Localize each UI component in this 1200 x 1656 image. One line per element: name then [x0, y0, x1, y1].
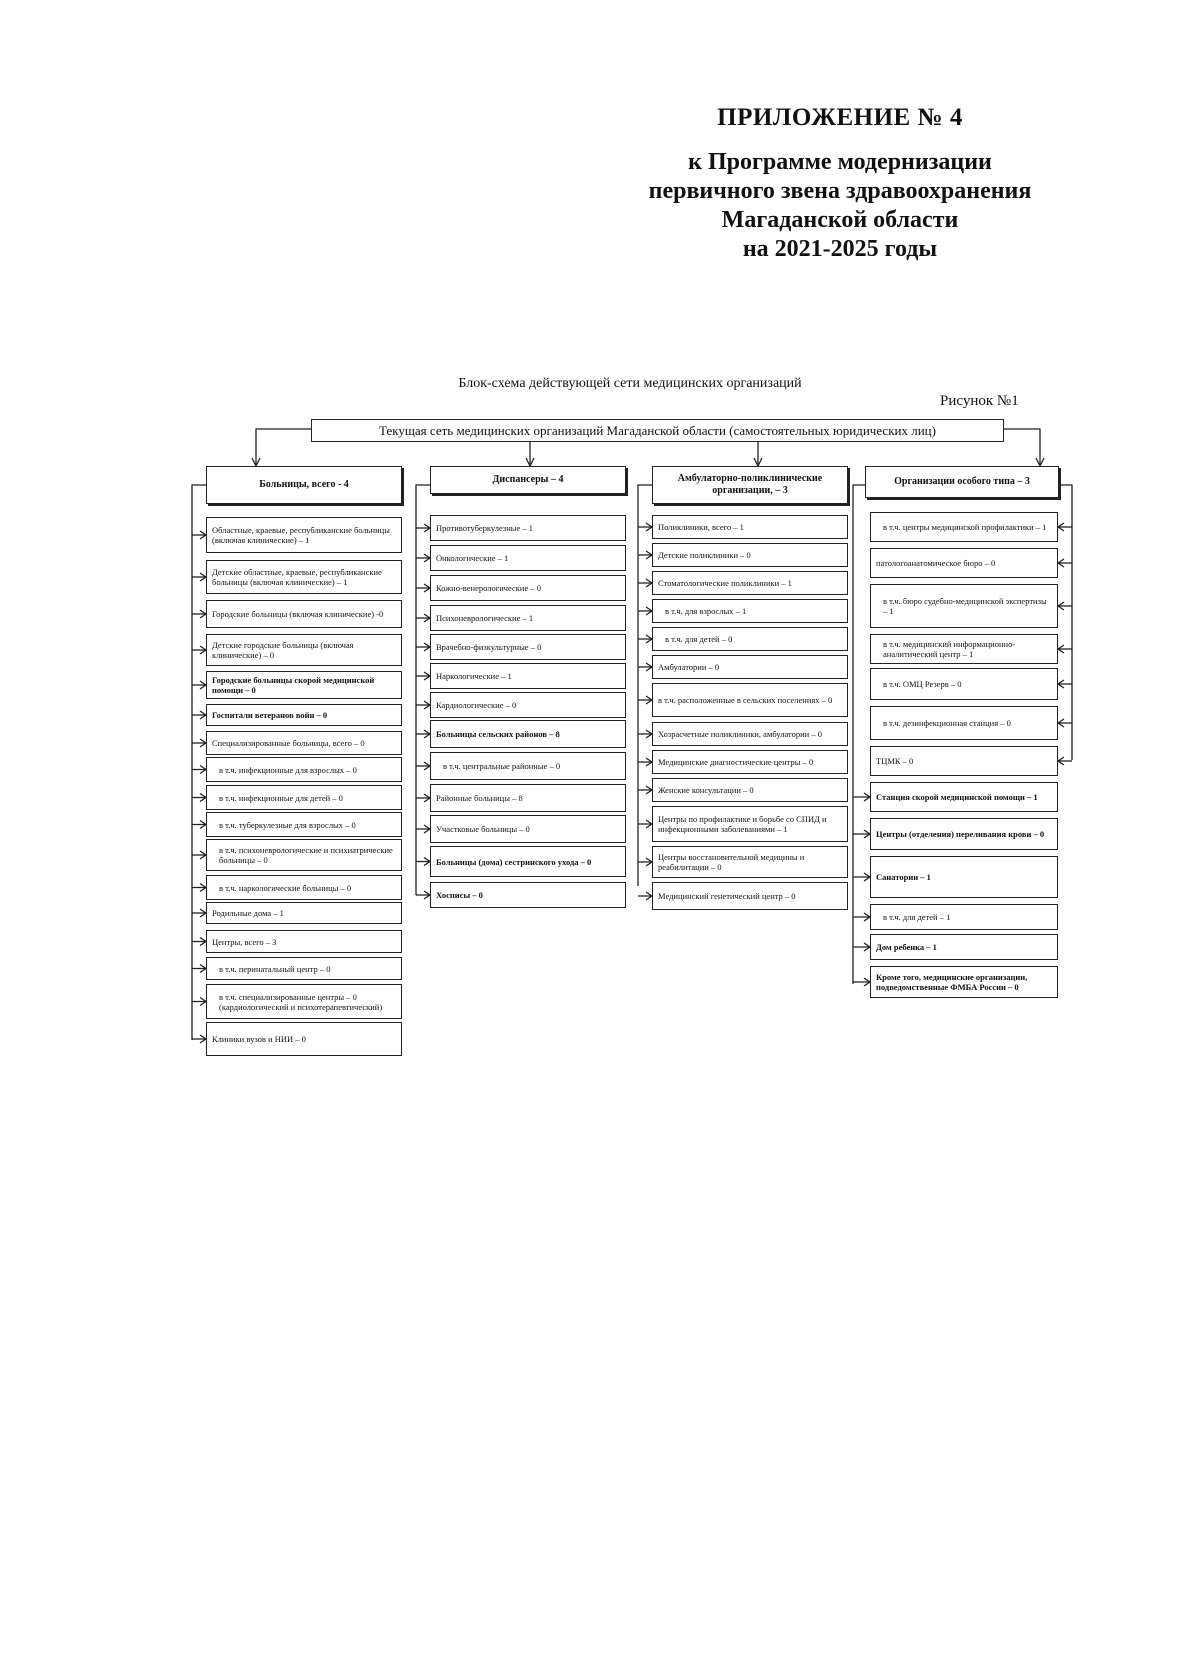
col4-item-label: Санатории – 1 [876, 872, 931, 882]
col2-item-label: Хосписы – 0 [436, 890, 483, 900]
root-connector-left [256, 429, 311, 464]
col1-item [206, 731, 402, 755]
col4-item-label: Центры (отделения) переливания крови – 0 [876, 829, 1045, 839]
col3-item-label: Женские консультации – 0 [658, 785, 754, 795]
col4-item-label: в т.ч. бюро судебно-медицинской экспертизы – 1 [883, 596, 1047, 616]
col4-item [870, 584, 1058, 628]
col1-heading-label: Больницы, всего - 4 [259, 479, 349, 490]
col4-heading [865, 466, 1059, 498]
col4-item [870, 706, 1058, 740]
col3-item [652, 655, 848, 679]
col2-item [430, 720, 626, 748]
col1-item [206, 839, 402, 871]
col1-item-label: Детские областные, краевые, республиканские больницы (включая клинические) – 1 [212, 567, 382, 587]
col4-item [870, 856, 1058, 898]
col2-item [430, 752, 626, 780]
subtitle-line-1: к Программе модернизации [688, 149, 992, 175]
col2-item [430, 815, 626, 843]
col2-item-label: Больницы (дома) сестринского ухода – 0 [436, 856, 592, 867]
col4-item-label: в т.ч. для детей – 1 [883, 912, 951, 922]
col4-item [870, 512, 1058, 542]
col4-item-label: в т.ч. ОМЦ Резерв – 0 [883, 679, 962, 689]
col3-item-label: Хозрасчетные поликлиники, амбулатории – 0 [658, 729, 822, 739]
col1-item-label: в т.ч. специализированные центры – 0 (кардиологический и психотерапевтический) [219, 991, 383, 1012]
col4-item [870, 818, 1058, 850]
col1-item [206, 930, 402, 953]
col2-item [430, 515, 626, 541]
col1-item [206, 560, 402, 594]
col1-item [206, 785, 402, 810]
col1-item [206, 1022, 402, 1056]
col1-item-label: Специализированные больницы, всего – 0 [212, 738, 365, 748]
root-box [311, 419, 1004, 442]
col2-item-label: Онкологические – 1 [436, 553, 509, 563]
col2-item-label: Участковые больницы – 0 [436, 824, 530, 834]
col1-item-label: в т.ч. туберкулезные для взрослых – 0 [219, 819, 356, 830]
col2-item [430, 605, 626, 631]
col3-item-label: Медицинские диагностические центры – 0 [658, 757, 814, 767]
col2-item-label: Наркологические – 1 [436, 671, 512, 681]
col3-item [652, 515, 848, 539]
col2-item-label: Кардиологические – 0 [436, 700, 517, 710]
col1-item-label: Детские городские больницы (включая клинические) – 0 [212, 640, 354, 660]
col1-item-label: в т.ч. инфекционные для детей – 0 [219, 792, 343, 803]
col2-item-label: Больницы сельских районов – 8 [436, 729, 560, 739]
col3-heading-label: Амбулаторно-поликлинические организации, – 3 [677, 473, 823, 496]
col3-item [652, 806, 848, 842]
col3-item [652, 683, 848, 717]
col4-item-label: Дом ребенка – 1 [876, 942, 937, 952]
col2-item [430, 634, 626, 660]
col4-item-label: патологоанатомическое бюро – 0 [876, 558, 996, 568]
appendix-title: ПРИЛОЖЕНИЕ № 4 [717, 104, 963, 131]
col2-item-label: Врачебно-физкультурные – 0 [436, 642, 542, 652]
col1-item [206, 600, 402, 628]
col1-item [206, 957, 402, 980]
col2-item-label: в т.ч. центральные районные – 0 [443, 761, 561, 771]
col4-item [870, 548, 1058, 578]
col3-item [652, 543, 848, 567]
col4-item [870, 904, 1058, 930]
col3-item-label: Медицинский генетический центр – 0 [658, 891, 796, 901]
col4-spine-left [853, 485, 865, 984]
col3-item [652, 778, 848, 802]
col1-item-label: Центры, всего – 3 [212, 936, 277, 947]
col1-item-label: Клиники вузов и НИИ – 0 [212, 1034, 306, 1044]
col2-item [430, 692, 626, 718]
col1-heading [206, 466, 402, 504]
col4-item-label: в т.ч. центры медицинской профилактики – 1 [883, 522, 1047, 532]
col2-item [430, 545, 626, 571]
col4-item-label: Станция скорой медицинской помощи – 1 [876, 792, 1038, 802]
col2-spine [416, 485, 430, 895]
col2-item-label: Психоневрологические – 1 [436, 613, 534, 623]
col1-item-label: Госпитали ветеранов войн – 0 [212, 710, 328, 720]
col2-item [430, 663, 626, 689]
col2-item [430, 575, 626, 601]
col1-item [206, 704, 402, 726]
col4-item [870, 634, 1058, 664]
col1-item-label: Родильные дома – 1 [212, 908, 284, 918]
col1-item-label: Областные, краевые, республиканские больницы (включая клинические) – 1 [212, 525, 390, 545]
col3-item-label: Центры восстановительной медицины и реабилитации – 0 [658, 852, 805, 872]
col1-item-label: Городские больницы скорой медицинской помощи – 0 [212, 675, 375, 695]
figure-label: Рисунок №1 [940, 393, 1019, 409]
col2-item-label: Противотуберкулезные – 1 [436, 523, 534, 533]
col3-item-label: Стоматологические поликлиники – 1 [658, 578, 792, 588]
col3-item-label: Детские поликлиники – 0 [658, 550, 751, 560]
col1-item-label: в т.ч. перинатальный центр – 0 [219, 963, 331, 974]
col3-item [652, 722, 848, 746]
root-connector-right [1004, 429, 1040, 464]
subtitle-line-4: на 2021-2025 годы [742, 236, 938, 262]
col2-item [430, 846, 626, 877]
col2-item-label: Кожно-венерологические – 0 [436, 583, 541, 593]
col4-item [870, 934, 1058, 960]
col2-item-label: Районные больницы – 8 [436, 793, 523, 803]
col4-item-label: ТЦМК – 0 [876, 756, 914, 766]
col1-item [206, 634, 402, 666]
root-label: Текущая сеть медицинских организаций Магаданской области (самостоятельных юридических лиц) [379, 422, 936, 438]
col3-item-label: Амбулатории – 0 [658, 662, 720, 672]
col1-item [206, 902, 402, 924]
col1-spine [192, 485, 206, 1040]
col3-item-label: в т.ч. для детей – 0 [665, 634, 733, 644]
col1-item [206, 812, 402, 837]
col1-item [206, 671, 402, 699]
col1-item-label: в т.ч. наркологические больницы – 0 [219, 882, 352, 893]
col4-item [870, 668, 1058, 700]
col3-item [652, 882, 848, 910]
col2-heading-label: Диспансеры – 4 [492, 474, 564, 485]
col4-heading-label: Организации особого типа – 3 [894, 476, 1030, 487]
col4-item-label: в т.ч. медицинский информационно-аналитический центр – 1 [883, 639, 1016, 659]
col3-item-label: в т.ч. расположенные в сельских поселениях – 0 [658, 695, 833, 705]
col4-item-label: Кроме того, медицинские организации, подведомственные ФМБА России – 0 [876, 972, 1028, 992]
col2-heading [430, 466, 626, 494]
col4-item-label: в т.ч. дезинфекционная станция – 0 [883, 718, 1011, 728]
col3-item [652, 571, 848, 595]
col2-item [430, 882, 626, 908]
col3-item-label: Центры по профилактике и борьбе со СПИД и инфекционными заболеваниями – 1 [658, 814, 827, 834]
col3-item [652, 627, 848, 651]
col1-item [206, 875, 402, 900]
col4-item [870, 966, 1058, 998]
subtitle-line-3: Магаданской области [721, 207, 959, 233]
col3-item [652, 599, 848, 623]
col4-item [870, 782, 1058, 812]
col1-item-label: в т.ч. психоневрологические и психиатрические больницы – 0 [219, 845, 393, 865]
col3-item-label: Поликлиники, всего – 1 [658, 522, 744, 532]
diagram-title: Блок-схема действующей сети медицинских организаций [458, 376, 802, 391]
col1-item-label: Городские больницы (включая клинические) -0 [212, 609, 384, 619]
col4-item [870, 746, 1058, 776]
col1-item-label: в т.ч. инфекционные для взрослых – 0 [219, 764, 357, 775]
col1-item [206, 984, 402, 1019]
col1-item [206, 517, 402, 553]
col3-item [652, 846, 848, 878]
col2-item [430, 784, 626, 812]
col3-item [652, 750, 848, 774]
col3-heading [652, 466, 848, 504]
subtitle-line-2: первичного звена здравоохранения [648, 178, 1032, 204]
col3-item-label: в т.ч. для взрослых – 1 [665, 606, 747, 616]
col1-item [206, 757, 402, 782]
